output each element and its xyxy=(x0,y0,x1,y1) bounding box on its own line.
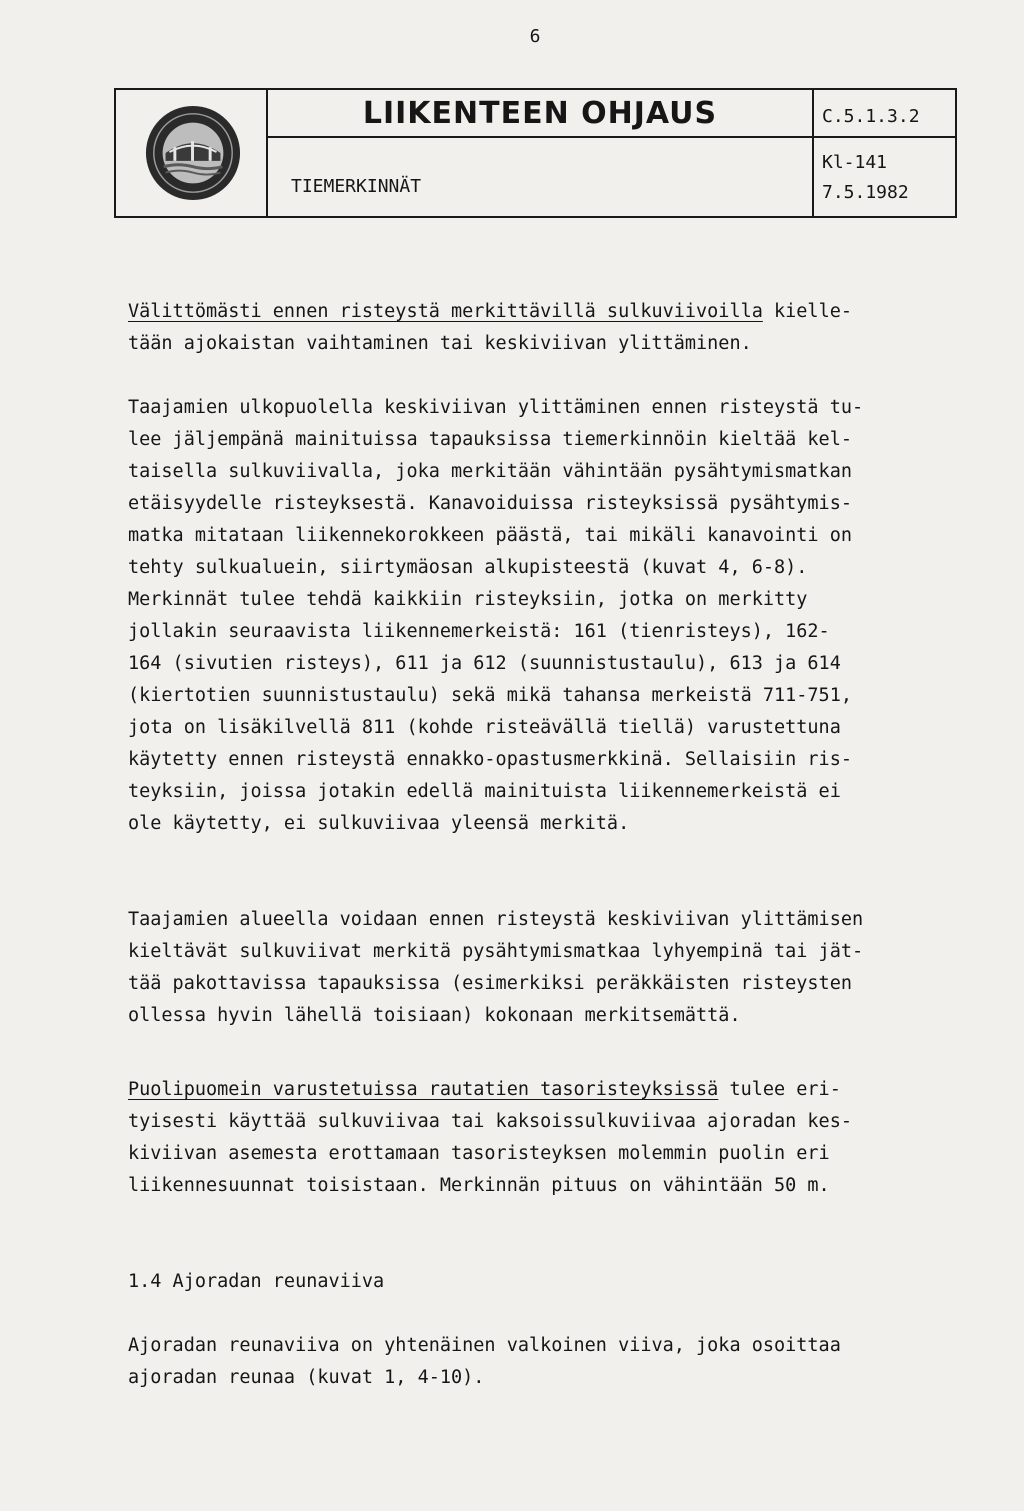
text-line: etäisyydelle risteyksestä. Kanavoiduissa risteyksissä pysähtymis- xyxy=(128,493,852,514)
text-line: tään ajokaistan vaihtaminen tai keskiviivan ylittäminen. xyxy=(128,333,752,354)
agency-seal-logo xyxy=(144,104,242,202)
paragraph-2 xyxy=(128,392,976,840)
text-line: tehty sulkualuein, siirtymäosan alkupisteestä (kuvat 4, 6-8). xyxy=(128,557,808,578)
text-line: lee jäljempänä mainituissa tapauksissa tiemerkinnöin kieltää kel- xyxy=(128,429,852,450)
paragraph-4 xyxy=(128,1074,976,1202)
underlined-phrase: Puolipuomein varustetuissa rautatien tasoristeyksissä xyxy=(128,1079,719,1100)
text-line: ajoradan reunaa (kuvat 1, 4-10). xyxy=(128,1367,485,1388)
paragraph-3 xyxy=(128,904,976,1032)
text-line: Ajoradan reunaviiva on yhtenäinen valkoinen viiva, joka osoittaa xyxy=(128,1335,841,1356)
document-title: LIIKENTEEN OHJAUS xyxy=(362,96,718,131)
paragraph-5 xyxy=(128,1330,976,1394)
text-line: matka mitataan liikennekorokkeen päästä, tai mikäli kanavointi on xyxy=(128,525,852,546)
text-line: Taajamien ulkopuolella keskiviivan ylittäminen ennen risteystä tu- xyxy=(128,397,864,418)
text-line: jota on lisäkilvellä 811 (kohde risteävällä tiellä) varustettuna xyxy=(128,717,841,738)
text-line: liikennesuunnat toisistaan. Merkinnän pituus on vähintään 50 m. xyxy=(128,1175,830,1196)
text-line: Merkinnät tulee tehdä kaikkiin risteyksiin, jotka on merkitty xyxy=(128,589,808,610)
text-line: ole käytetty, ei sulkuviivaa yleensä merkitä. xyxy=(128,813,630,834)
document-date: 7.5.1982 xyxy=(822,182,909,203)
document-header xyxy=(114,88,957,218)
text-line: teyksiin, joissa jotakin edellä mainituista liikennemerkeistä ei xyxy=(128,781,841,802)
document-subtitle: TIEMERKINNÄT xyxy=(291,176,422,197)
text-line: kieltävät sulkuviivat merkitä pysähtymismatkaa lyhyempinä tai jät- xyxy=(128,941,864,962)
text-line: ollessa hyvin lähellä toisiaan) kokonaan merkitsemättä. xyxy=(128,1005,741,1026)
logo-cell xyxy=(116,90,268,216)
text-line: jollakin seuraavista liikennemerkeistä: 161 (tienristeys), 162- xyxy=(128,621,830,642)
text-line: (kiertotien suunnistustaulu) sekä mikä tahansa merkeistä 711-751, xyxy=(128,685,852,706)
text-line: käytetty ennen risteystä ennakko-opastusmerkkinä. Sellaisiin ris- xyxy=(128,749,852,770)
text-line: 164 (sivutien risteys), 611 ja 612 (suunnistustaulu), 613 ja 614 xyxy=(128,653,841,674)
paragraph-1 xyxy=(128,296,976,360)
document-body xyxy=(128,296,976,1394)
document-code: C.5.1.3.2 xyxy=(822,106,920,127)
title-row xyxy=(268,90,812,138)
text-line: kiviivan asemesta erottamaan tasoristeyksen molemmin puolin eri xyxy=(128,1143,830,1164)
text-line: tää pakottavissa tapauksissa (esimerkiksi peräkkäisten risteysten xyxy=(128,973,852,994)
text-line: tyisesti käyttää sulkuviivaa tai kaksoissulkuviivaa ajoradan kes- xyxy=(128,1111,852,1132)
code-cell xyxy=(812,90,957,216)
text-line: taisella sulkuviivalla, joka merkitään vähintään pysähtymismatkan xyxy=(128,461,852,482)
code-top xyxy=(814,90,957,138)
document-kl-number: Kl-141 xyxy=(822,152,888,173)
text-line: tulee eri- xyxy=(718,1079,841,1100)
underlined-phrase: Välittömästi ennen risteystä merkittävillä sulkuviivoilla xyxy=(128,301,763,322)
text-line: Taajamien alueella voidaan ennen risteystä keskiviivan ylittämisen xyxy=(128,909,864,930)
page-number: 6 xyxy=(529,26,541,47)
section-heading: 1.4 Ajoradan reunaviiva xyxy=(128,1271,385,1292)
text-line: kielle- xyxy=(762,301,852,322)
